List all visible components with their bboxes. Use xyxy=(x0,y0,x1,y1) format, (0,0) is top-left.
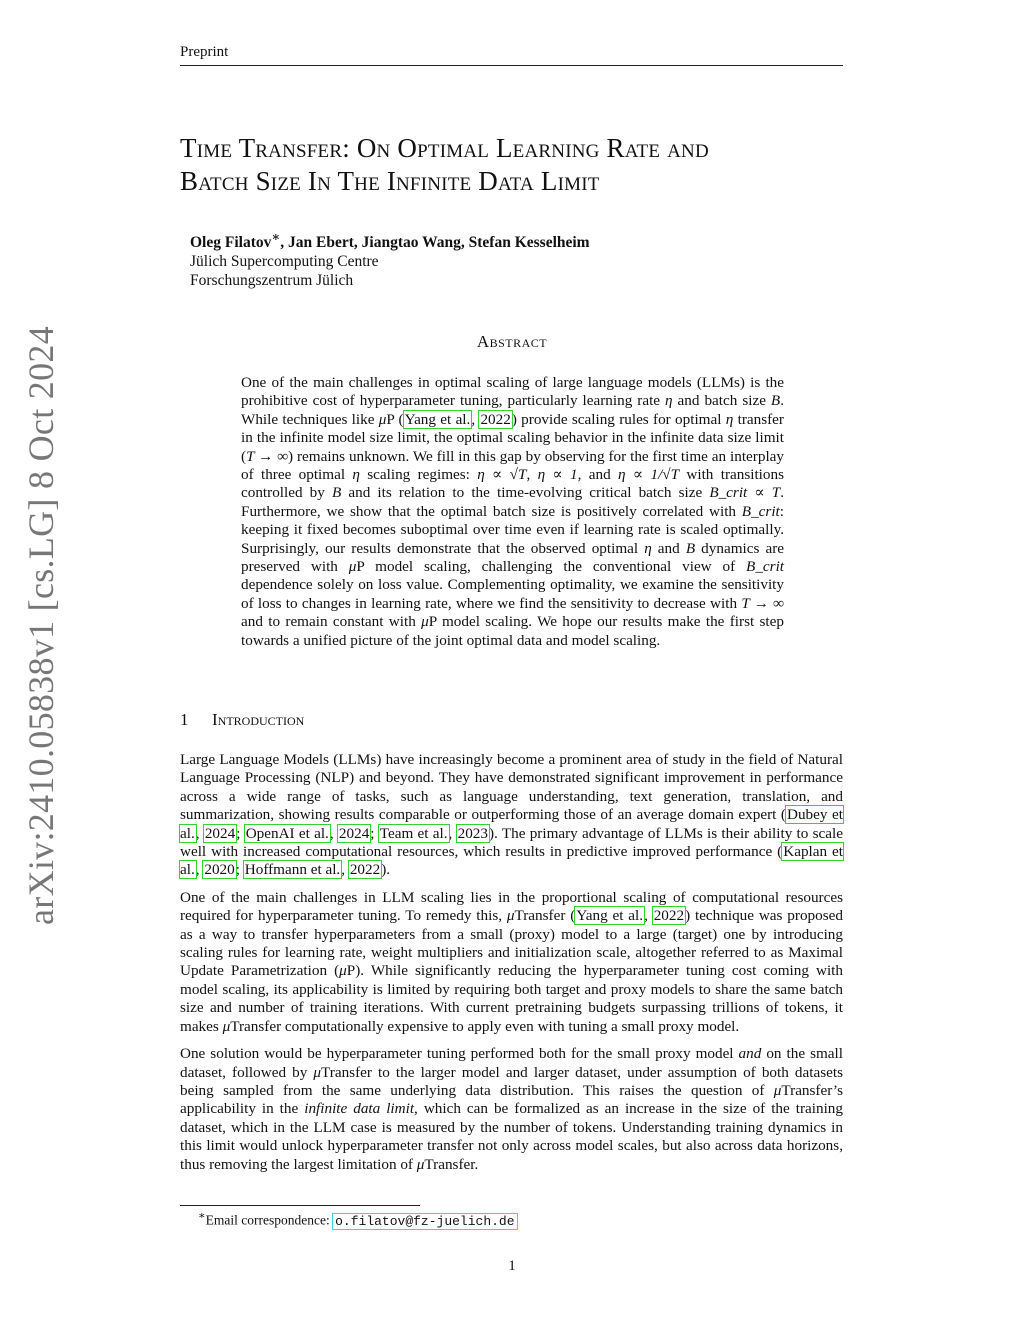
paragraph-3: One solution would be hyperparameter tuning performed both for the small proxy model and on the small dataset, followed by μTransfer to the larger model and larger dataset, under assumption of both datasets being sampled from the same underlying data distribution. This raises the question of μTransfer’s applicability in the infinite data limit, which can be formalized as an increase in the size of the training dataset, which in the LLM case is measured by the number of tokens. Understanding training dynamics in this limit would unlock hyperparameter transfer not only across model scales, but also across data horizons, thus removing the largest limitation of μTransfer. xyxy=(180,1045,843,1173)
introduction-body xyxy=(180,751,843,1183)
citation-link[interactable]: Dubey et al. xyxy=(180,806,843,842)
email-link[interactable]: o.filatov@fz-juelich.de xyxy=(335,1213,515,1229)
affiliation-2: Forschungszentrum Jülich xyxy=(190,272,354,290)
footnote-marker[interactable]: ∗ xyxy=(271,229,281,244)
paragraph-1: Large Language Models (LLMs) have increasingly become a prominent area of study in the field of Natural Language Processing (NLP) and beyond. They have demonstrated significant improvement in performance across a wide range of tasks, such as language understanding, text generation, translation, and summarization, showing results comparable or outperforming those of an average domain expert (Dubey et al., 2024; OpenAI et al., 2024; Team et al., 2023). The primary advantage of LLMs is their ability to scale well with increased computational resources, which results in predictive improved performance (Kaplan et al., 2020; Hoffmann et al., 2022). xyxy=(180,751,843,879)
page-number: 1 xyxy=(508,1258,516,1274)
footnote: ∗Email correspondence: o.filatov@fz-juelich.de xyxy=(198,1210,515,1229)
citation-year-link[interactable]: 2022 xyxy=(349,861,381,879)
citation-year-link[interactable]: 2020 xyxy=(204,861,235,879)
citation-year-link[interactable]: 2022 xyxy=(480,410,511,428)
author-names: Oleg Filatov∗, Jan Ebert, Jiangtao Wang, Stefan Kesselheim xyxy=(190,229,590,252)
citation-link[interactable]: Kaplan et al. xyxy=(180,843,843,879)
citation-year-link[interactable]: 2024 xyxy=(338,824,370,842)
citation-link[interactable]: Team et al. xyxy=(379,824,448,842)
title-line-2: Batch Size In The Infinite Data Limit xyxy=(180,166,600,196)
running-head: Preprint xyxy=(180,44,229,60)
citation-link[interactable]: Hoffmann et al. xyxy=(244,861,341,879)
arxiv-sidebar-stamp: arXiv:2410.05838v1 [cs.LG] 8 Oct 2024 xyxy=(21,326,61,925)
citation-link[interactable]: Yang et al. xyxy=(404,410,471,428)
section-title: Introduction xyxy=(212,710,305,729)
affiliation-1: Jülich Supercomputing Centre xyxy=(190,253,379,271)
citation-year-link[interactable]: 2022 xyxy=(653,907,685,925)
title-line-1: Time Transfer: On Optimal Learning Rate and xyxy=(180,133,709,163)
abstract-heading: Abstract xyxy=(476,332,548,351)
header-rule xyxy=(180,65,843,66)
citation-link[interactable]: OpenAI et al. xyxy=(245,824,329,842)
footnote-rule xyxy=(180,1205,420,1206)
citation-year-link[interactable]: 2024 xyxy=(204,824,236,842)
author-block xyxy=(190,227,590,290)
paper-title xyxy=(180,132,860,198)
citation-link[interactable]: Yang et al. xyxy=(576,907,644,925)
citation-year-link[interactable]: 2023 xyxy=(457,824,488,842)
abstract-text: One of the main challenges in optimal scaling of large language models (LLMs) is the prohibitive cost of hyperparameter tuning, particularly learning rate η and batch size B. While techniques like μP (Yang et al., 2022) provide scaling rules for optimal η transfer in the infinite model size limit, the optimal scaling behavior in the infinite data size limit (T → ∞) remains unknown. We fill in this gap by observing for the first time an interplay of three optimal η scaling regimes: η ∝ √T, η ∝ 1, and η ∝ 1/√T with transitions controlled by B and its relation to the time-evolving critical batch size B_crit ∝ T. Furthermore, we show that the optimal batch size is positively correlated with B_crit: keeping it fixed becomes suboptimal over time even if learning rate is scaled optimally. Surprisingly, our results demonstrate that the observed optimal η and B dynamics are preserved with μP model scaling, challenging the conventional view of B_crit dependence solely on loss value. Complementing optimality, we examine the sensitivity of loss to changes in learning rate, where we find the sensitivity to decrease with T → ∞ and to remain constant with μP model scaling. We hope our results make the first step towards a unified picture of the joint optimal data and model scaling. xyxy=(241,374,785,649)
paragraph-2: One of the main challenges in LLM scaling lies in the proportional scaling of computational resources required for hyperparameter tuning. To remedy this, μTransfer (Yang et al., 2022) technique was proposed as a way to transfer hyperparameters from a small (proxy) model to a large (target) one by introducing scaling rules for learning rate, weight multipliers and initialization scale, altogether referred to as Maximal Update Parametrization (μP). While significantly reducing the hyperparameter tuning cost coming with model scaling, its applicability is limited by requiring both target and proxy models to share the same batch size and number of training iterations. With current pretraining budgets surpassing trillions of tokens, it makes μTransfer computationally expensive to apply even with tuning a small proxy model. xyxy=(180,888,843,1035)
section-number: 1 xyxy=(180,710,189,729)
section-heading xyxy=(180,710,304,730)
